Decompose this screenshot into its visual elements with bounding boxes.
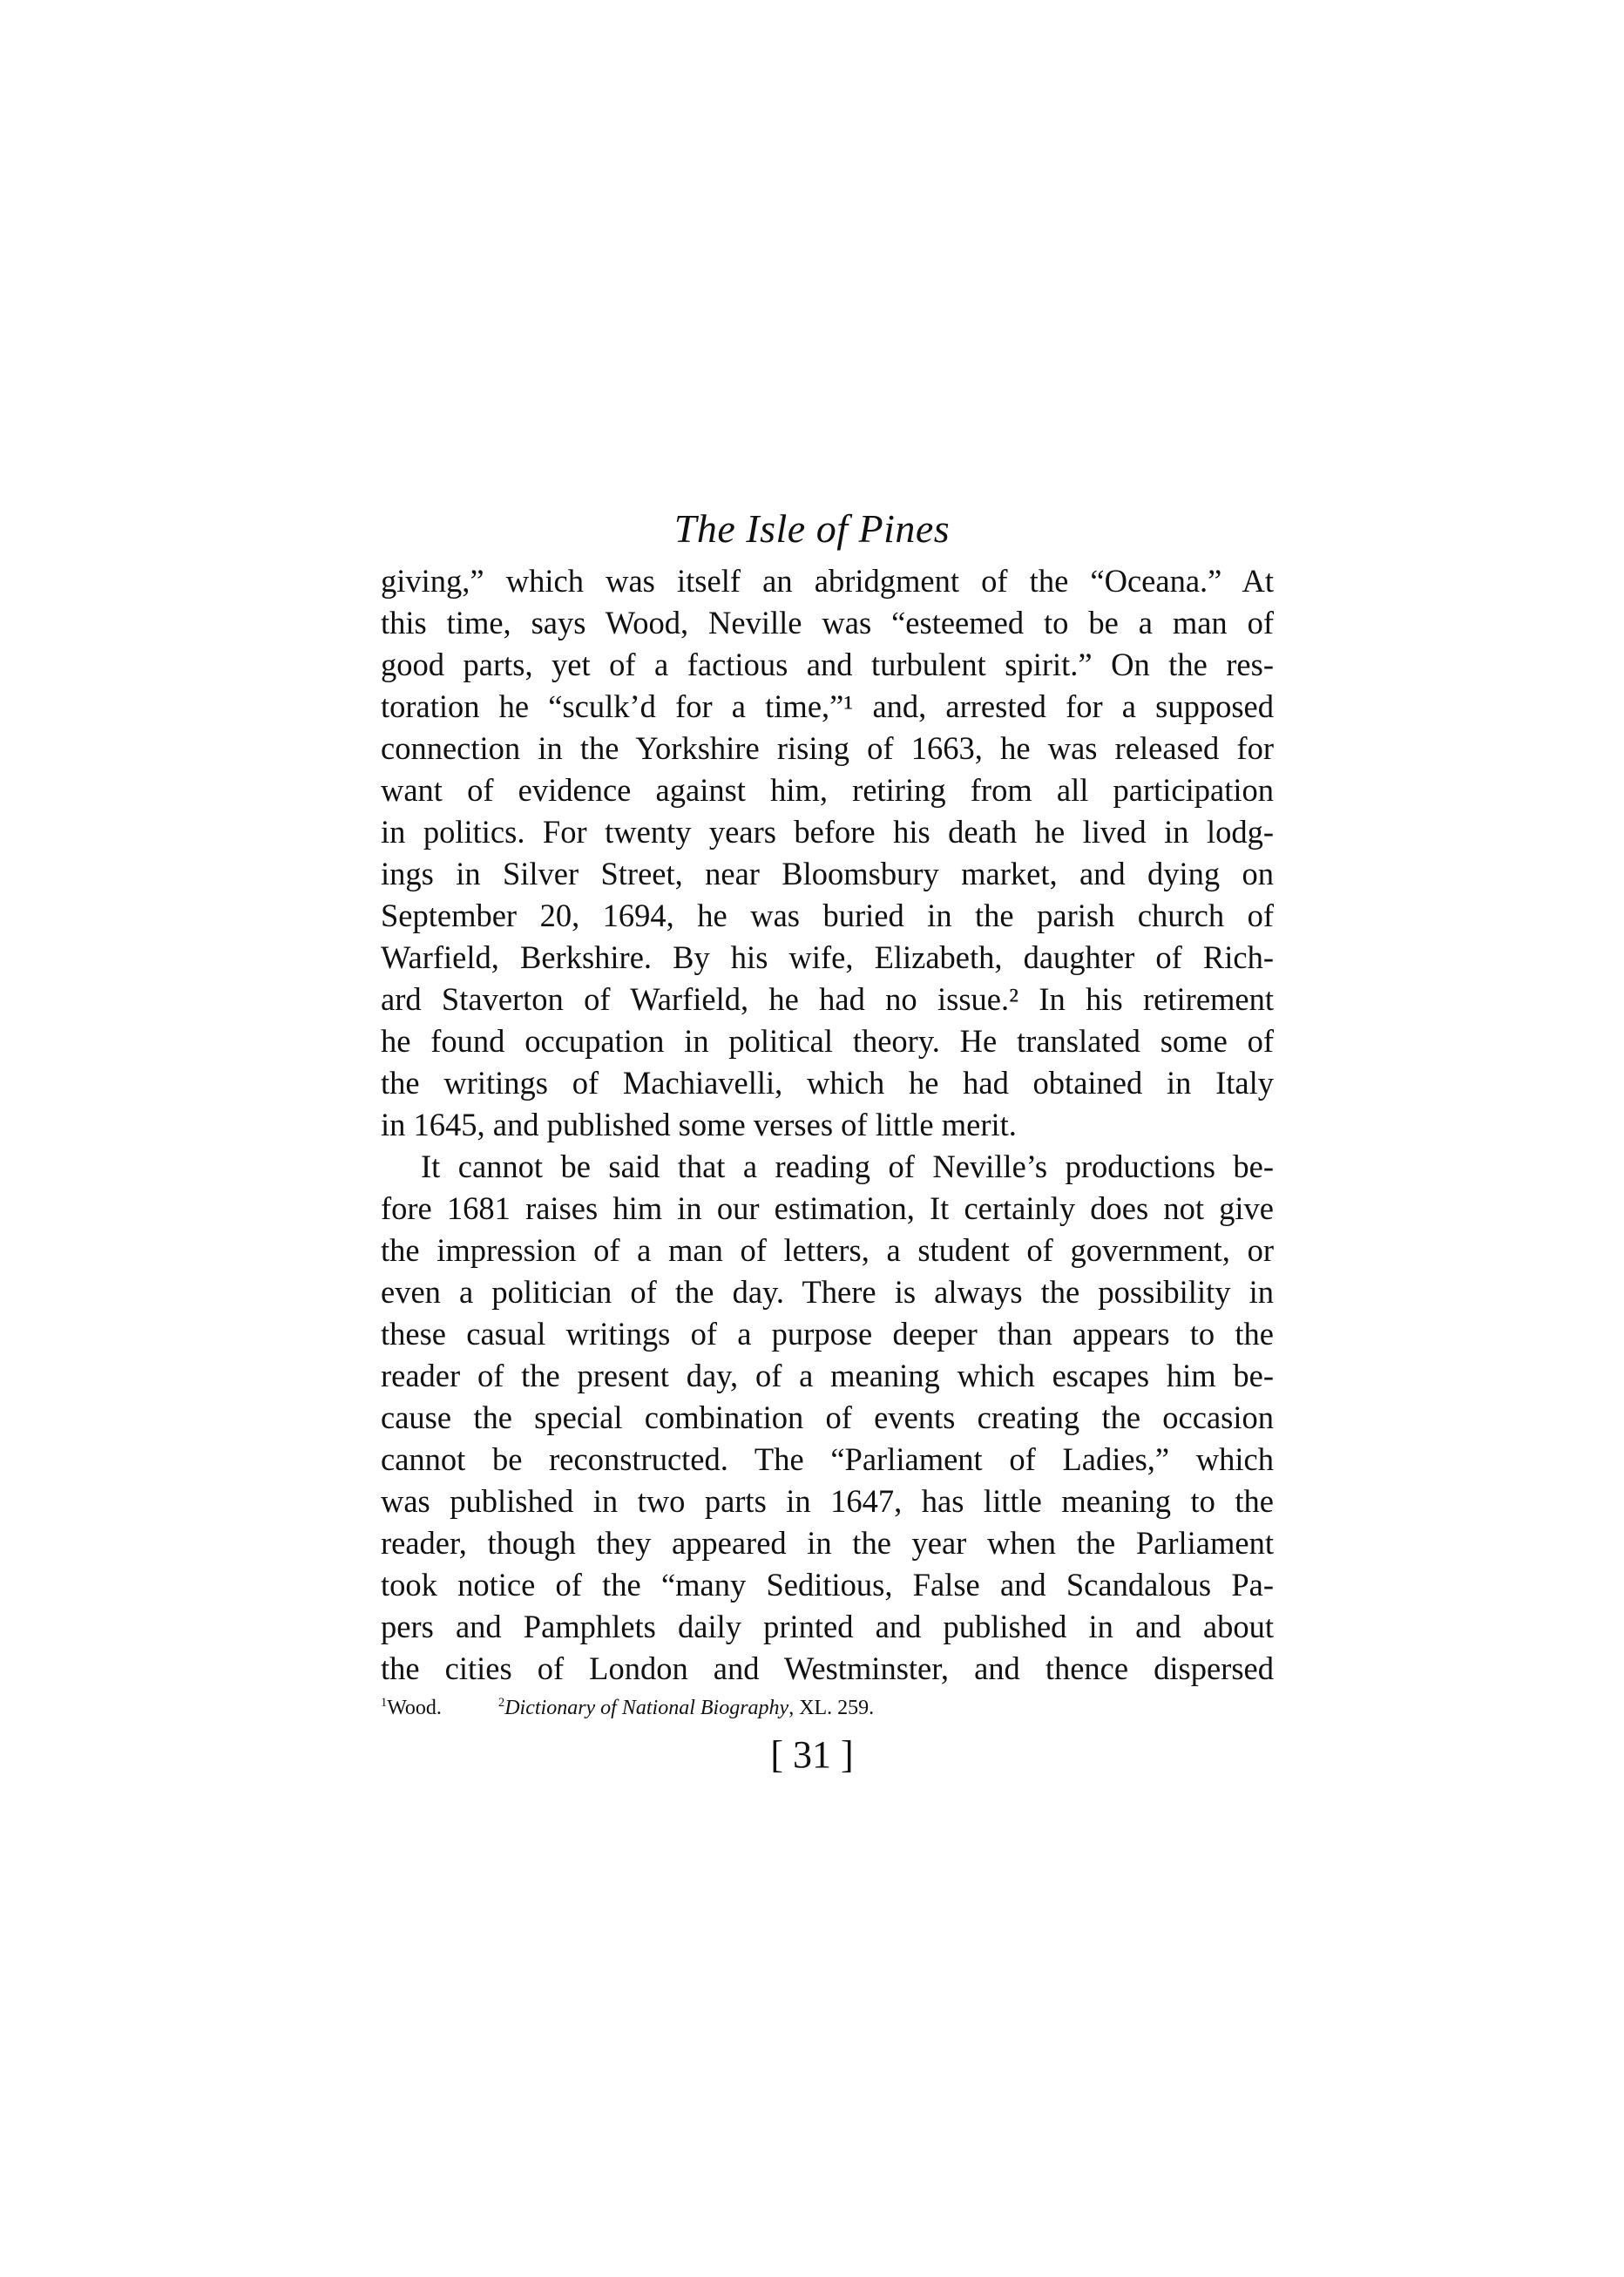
footnote-2-reference: , XL. 259.: [788, 1697, 875, 1719]
text-line: was published in two parts in 1647, has little meaning to the: [381, 1483, 1274, 1519]
page-number: [ 31 ]: [770, 1733, 854, 1776]
text-line: he found occupation in political theory. He translated some of: [381, 1023, 1274, 1059]
footnote-2-title: Dictionary of National Biography: [504, 1697, 789, 1719]
text-line: pers and Pamphlets daily printed and published in and about: [381, 1609, 1274, 1644]
text-line: in 1645, and published some verses of little merit.: [381, 1107, 1017, 1142]
text-line: want of evidence against him, retiring from all participation: [381, 772, 1274, 808]
text-line: good parts, yet of a factious and turbulent spirit.” On the res-: [381, 647, 1274, 682]
text-line: in politics. For twenty years before his death he lived in lodg-: [381, 814, 1274, 850]
text-line: this time, says Wood, Neville was “esteemed to be a man of: [381, 605, 1274, 640]
text-line: the writings of Machiavelli, which he had obtained in Italy: [381, 1065, 1274, 1101]
text-line: even a politician of the day. There is always the possibility in: [381, 1274, 1274, 1310]
text-line: fore 1681 raises him in our estimation, It certainly does not give: [381, 1190, 1274, 1226]
body-text: [381, 560, 1274, 1690]
text-line: connection in the Yorkshire rising of 1663, he was released for: [381, 730, 1274, 766]
text-line: toration he “sculk’d for a time,”¹ and, arrested for a supposed: [381, 688, 1274, 724]
footnote-1: [381, 1694, 442, 1722]
text-line: Warfield, Berkshire. By his wife, Elizabeth, daughter of Rich-: [381, 939, 1274, 975]
text-line: cause the special combination of events creating the occasion: [381, 1399, 1274, 1435]
paragraph-start-line: It cannot be said that a reading of Neville’s productions be-: [421, 1149, 1274, 1184]
footnote-1-marker: 1: [381, 1696, 388, 1710]
text-line: these casual writings of a purpose deeper than appears to the: [381, 1316, 1274, 1352]
text-line: reader, though they appeared in the year when the Parliament: [381, 1525, 1274, 1561]
text-line: the cities of London and Westminster, and thence dispersed: [381, 1650, 1274, 1686]
text-line: September 20, 1694, he was buried in the parish church of: [381, 898, 1274, 933]
footnote-1-text: Wood.: [387, 1697, 442, 1719]
text-line: giving,” which was itself an abridgment of the “Oceana.” At: [381, 563, 1274, 599]
text-line: ard Staverton of Warfield, he had no issue.² In his retirement: [381, 981, 1274, 1017]
text-line: the impression of a man of letters, a student of government, or: [381, 1232, 1274, 1268]
footnote-2-marker: 2: [498, 1696, 505, 1710]
text-line: took notice of the “many Seditious, False and Scandalous Pa-: [381, 1567, 1274, 1603]
footnote-2: [498, 1694, 874, 1722]
text-line: ings in Silver Street, near Bloomsbury market, and dying on: [381, 856, 1274, 891]
running-head: The Isle of Pines: [673, 506, 951, 551]
text-line: cannot be reconstructed. The “Parliament of Ladies,” which: [381, 1441, 1274, 1477]
text-line: reader of the present day, of a meaning which escapes him be-: [381, 1358, 1274, 1393]
